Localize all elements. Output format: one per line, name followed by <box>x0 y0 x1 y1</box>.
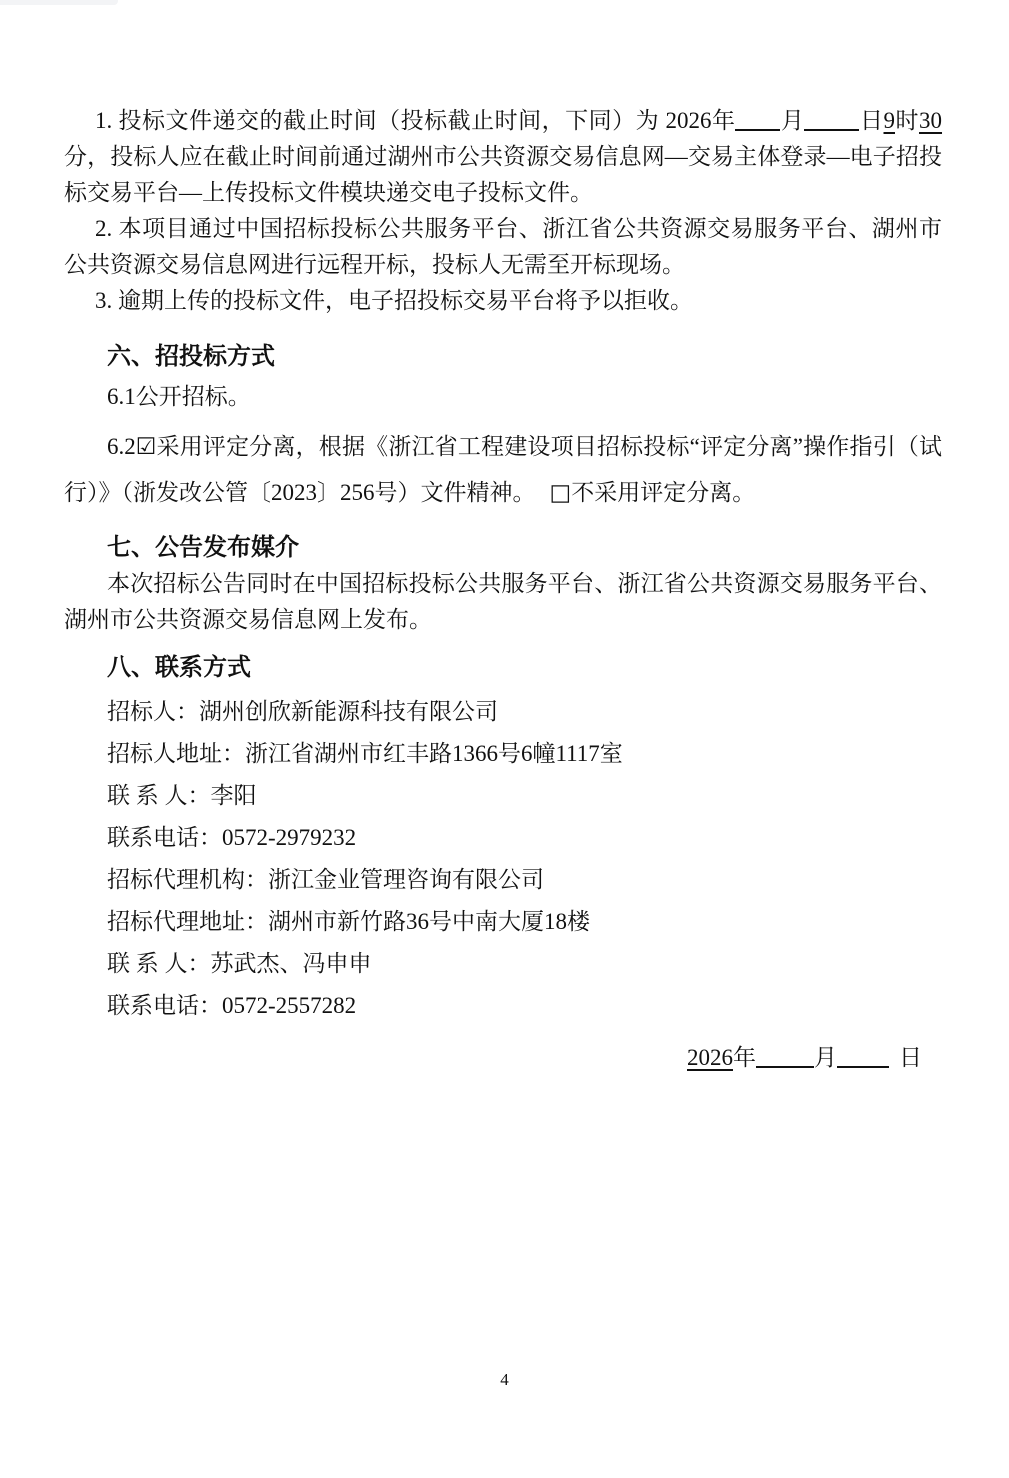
contact-value: 湖州创欣新能源科技有限公司 <box>199 699 498 724</box>
checked-checkbox-icon: ☑ <box>135 434 157 460</box>
section-heading-contact-info: 八、联系方式 <box>107 654 251 681</box>
contact-value: 0572-2557282 <box>222 993 357 1018</box>
contact-label: 招标代理机构： <box>107 867 268 892</box>
blank-date-month-underline <box>756 1045 814 1068</box>
signature-date-line <box>64 1040 942 1076</box>
paragraph-remote-opening: 2. 本项目通过中国招标投标公共服务平台、浙江省公共资源交易服务平台、湖州市公共资源交易信息网进行远程开标，投标人无需至开标现场。 <box>64 216 942 277</box>
contact-value: 苏武杰、冯申申 <box>210 951 372 976</box>
blank-day-underline <box>804 108 859 131</box>
item-open-tender: 6.1公开招标。 <box>107 384 251 409</box>
contact-row-contact-person <box>64 778 942 814</box>
section-heading-announcement-media: 七、公告发布媒介 <box>107 534 299 561</box>
contact-label: 联 系 人： <box>107 951 211 976</box>
contact-label: 招标代理地址： <box>107 909 268 934</box>
minute-value: 30 <box>919 108 943 133</box>
contact-label: 联 系 人： <box>107 783 211 808</box>
page-footer-number: 4 <box>500 1370 509 1389</box>
contact-row-tenderer-address <box>64 736 942 772</box>
item-evaluation-separation <box>64 424 942 516</box>
contact-label: 招标人： <box>107 699 199 724</box>
section-heading-bidding-method: 六、招投标方式 <box>107 343 275 370</box>
contact-row-phone <box>64 820 942 856</box>
contact-value: 湖州市新竹路36号中南大厦18楼 <box>268 909 590 934</box>
window-edge-artifact <box>0 0 118 5</box>
item-62-number: 6.2 <box>107 434 136 459</box>
hour-value: 9 <box>883 108 895 133</box>
contact-label: 招标人地址： <box>107 741 245 766</box>
paragraph-announcement-media: 本次招标公告同时在中国招标投标公共服务平台、浙江省公共资源交易服务平台、湖州市公共资源交易信息网上发布。 <box>64 571 942 632</box>
item-62-alternative: 不采用评定分离。 <box>571 480 756 505</box>
item-62-text: 采用评定分离，根据《浙江省工程建设项目招标投标“评定分离”操作指引（试行）》（浙发改公管〔2023〕256号）文件精神。 <box>64 434 942 505</box>
contact-value: 李阳 <box>210 783 257 808</box>
contact-row-agency-contact-person <box>64 946 942 982</box>
date-year-value: 2026 <box>687 1045 733 1070</box>
deadline-text-tail: ，投标人应在截止时间前通过湖州市公共资源交易信息网—交易主体登录—电子招投标交易平台—上传投标文件模块递交电子投标文件。 <box>64 144 943 205</box>
contact-row-agency <box>64 862 942 898</box>
minute-label: 分 <box>64 144 88 169</box>
month-label: 月 <box>780 108 805 133</box>
deadline-text-lead: 1. 投标文件递交的截止时间（投标截止时间，下同）为 2026年 <box>95 108 736 133</box>
contact-value: 浙江省湖州市红丰路1366号6幢1117室 <box>245 741 623 766</box>
contact-label: 联系电话： <box>107 993 222 1018</box>
contact-row-tenderer <box>64 694 942 730</box>
contact-value: 浙江金业管理咨询有限公司 <box>268 867 544 892</box>
date-month-label: 月 <box>814 1045 837 1070</box>
paragraph-submission-deadline <box>64 103 942 211</box>
blank-date-day-underline <box>837 1045 889 1068</box>
unchecked-checkbox-icon: □ <box>549 480 572 506</box>
contact-label: 联系电话： <box>107 825 222 850</box>
blank-month-underline <box>735 108 780 131</box>
day-label: 日 <box>859 108 884 133</box>
contact-value: 0572-2979232 <box>222 825 357 850</box>
contact-list <box>64 694 942 1024</box>
contact-row-agency-phone <box>64 988 942 1024</box>
date-day-label: 日 <box>899 1045 922 1070</box>
date-year-label: 年 <box>733 1045 756 1070</box>
hour-label: 时 <box>895 108 920 133</box>
contact-row-agency-address <box>64 904 942 940</box>
paragraph-late-rejection: 3. 逾期上传的投标文件，电子招投标交易平台将予以拒收。 <box>95 288 693 313</box>
document-content <box>64 103 942 1076</box>
